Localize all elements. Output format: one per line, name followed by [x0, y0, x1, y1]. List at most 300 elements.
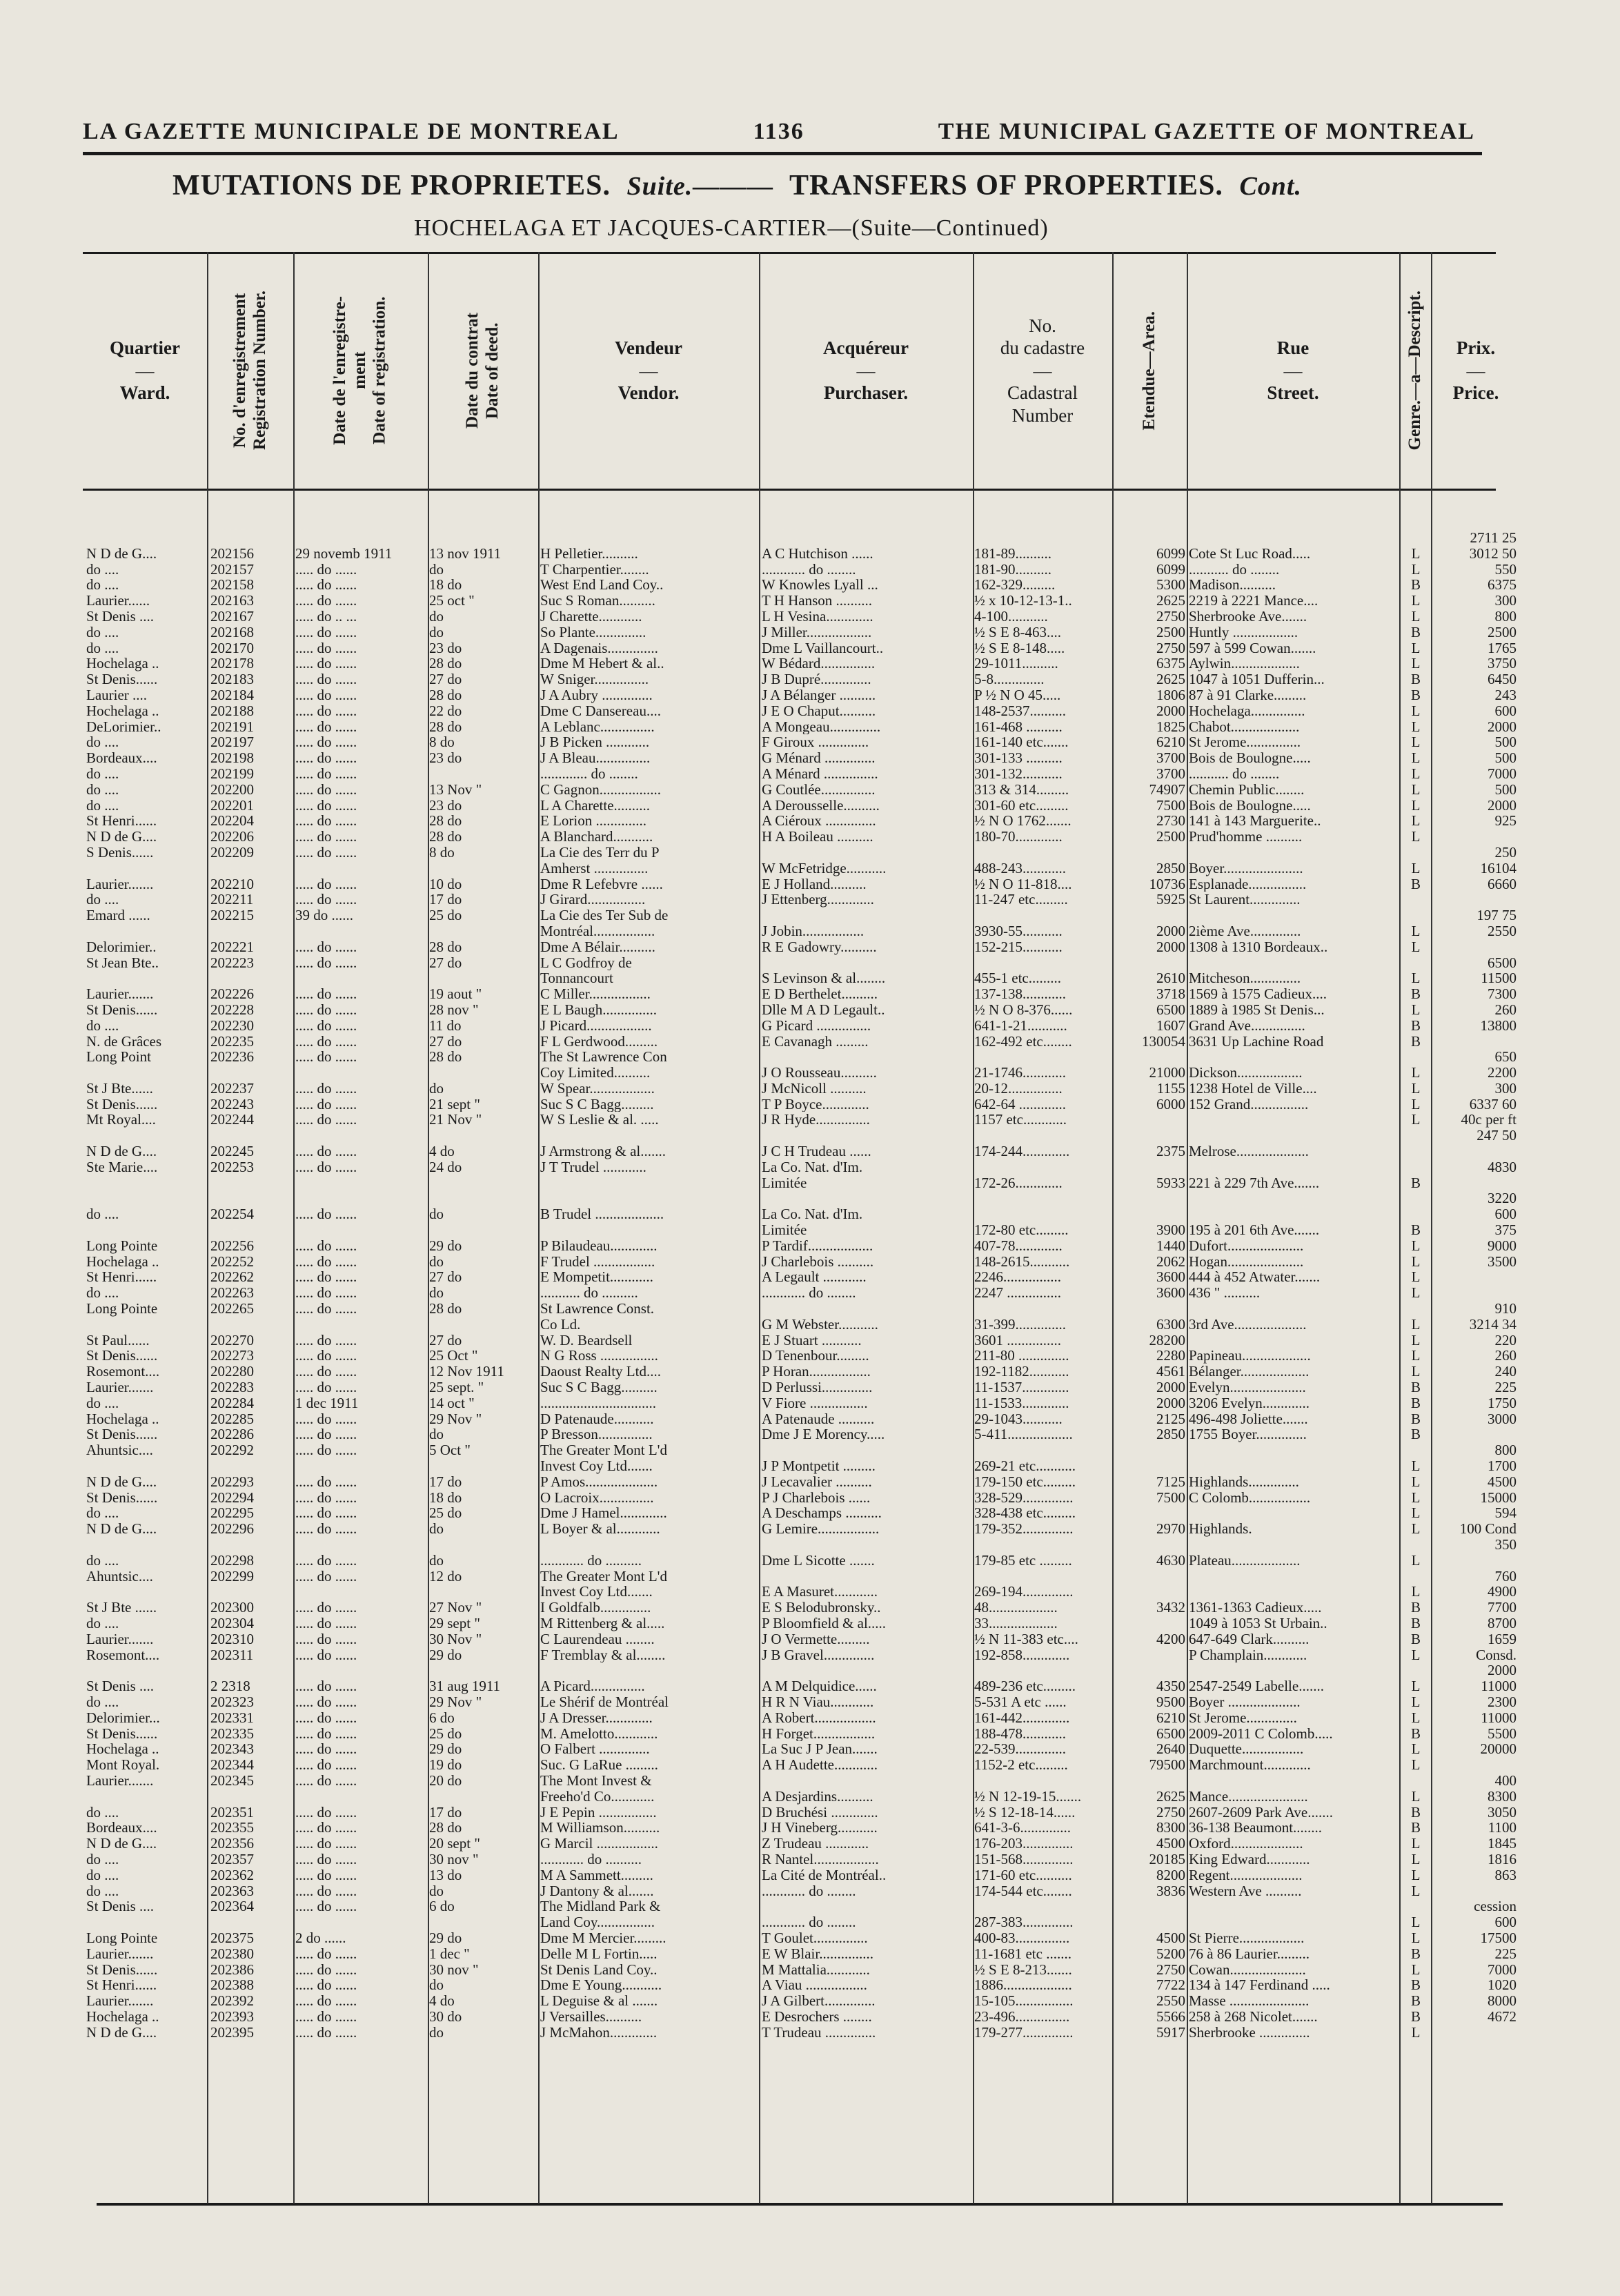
deed-date-cell: do	[429, 624, 444, 640]
registration-number-cell: 202184	[210, 687, 254, 703]
table-row	[0, 907, 1620, 923]
ward-cell: Rosemont....	[86, 1647, 160, 1663]
ward-cell: do ....	[86, 624, 119, 640]
purchaser-cell: J Miller..................	[762, 624, 872, 640]
registration-number-cell: 202211	[210, 892, 254, 908]
table-row	[0, 1569, 1620, 1584]
registration-date-cell: ..... do ......	[295, 892, 357, 908]
description-cell: L	[1411, 1678, 1421, 1694]
deed-date-cell: 10 do	[429, 876, 462, 892]
price-cell: 650	[1494, 1049, 1517, 1066]
area-cell: 130054	[1142, 1033, 1185, 1050]
registration-date-cell: ..... do ......	[295, 797, 357, 814]
street-cell: Masse ......................	[1189, 1993, 1310, 2009]
area-cell: 2125	[1156, 1411, 1185, 1427]
area-cell: 2610	[1156, 970, 1185, 987]
cadastral-number-cell: 11-247 etc.........	[974, 892, 1068, 908]
registration-date-cell: ..... do ......	[295, 1772, 357, 1789]
price-cell: 1020	[1488, 1977, 1517, 1994]
deed-date-cell: 29 do	[429, 1930, 462, 1946]
area-cell: 5917	[1156, 2024, 1185, 2041]
deed-date-cell: 28 do	[429, 1049, 462, 1066]
street-cell: Huntly ..................	[1189, 624, 1298, 640]
purchaser-cell: F Giroux ..............	[762, 734, 869, 751]
vendor-cell: Dme M Hebert & al..	[540, 656, 664, 672]
price-cell: 6500	[1488, 954, 1517, 971]
ward-cell: Hochelaga ..	[86, 1741, 159, 1758]
table-row	[0, 1065, 1620, 1081]
registration-date-cell: ..... do ......	[295, 577, 357, 593]
header-street: Rue — Street.	[1267, 337, 1319, 404]
street-cell: Evelyn.....................	[1189, 1380, 1306, 1395]
purchaser-cell: J O Vermette.........	[762, 1631, 870, 1647]
registration-number-cell: 202356	[210, 1836, 254, 1852]
registration-date-cell: ..... do ......	[295, 939, 357, 955]
vendor-cell: ............ do ..........	[540, 1851, 642, 1867]
vendor-cell: F Trudel .................	[540, 1253, 655, 1270]
street-cell: 1049 à 1053 St Urbain..	[1189, 1615, 1327, 1631]
table-row	[0, 703, 1620, 719]
area-cell: 6500	[1156, 1725, 1185, 1742]
price-cell: 225	[1494, 1380, 1517, 1395]
price-cell: 220	[1494, 1332, 1517, 1348]
registration-date-cell: ..... do ......	[295, 986, 357, 1002]
cadastral-number-cell: 1886...................	[974, 1977, 1072, 1994]
deed-date-cell: 18 do	[429, 577, 462, 593]
registration-number-cell: 202183	[210, 671, 254, 687]
registration-date-cell: ..... do ......	[295, 1600, 357, 1616]
price-cell: 300	[1494, 1080, 1517, 1097]
purchaser-cell: ............ do ........	[762, 1914, 856, 1930]
table-row	[0, 1946, 1620, 1962]
area-cell: 3600	[1156, 1269, 1185, 1286]
header-vendor: Vendeur — Vendor.	[614, 337, 683, 404]
ward-cell: do ....	[86, 892, 119, 908]
ward-cell: Mont Royal.	[86, 1757, 160, 1773]
street-cell: Boyer ....................	[1189, 1694, 1301, 1710]
registration-number-cell: 202295	[210, 1505, 254, 1522]
ward-cell: St Paul......	[86, 1332, 150, 1348]
ward-cell: N D de G....	[86, 1521, 157, 1537]
price-cell: 40c per ft	[1461, 1112, 1517, 1128]
area-cell: 7500	[1156, 797, 1185, 814]
registration-number-cell: 202300	[210, 1600, 254, 1616]
registration-date-cell: ..... do ......	[295, 1961, 357, 1978]
ward-cell: Laurier......	[86, 593, 150, 609]
area-cell: 1806	[1156, 687, 1185, 703]
registration-number-cell: 202294	[210, 1489, 254, 1506]
ward-cell: do ....	[86, 1867, 119, 1883]
purchaser-cell: Dlle M A D Legault..	[762, 1001, 885, 1018]
street-cell: 1047 à 1051 Dufferin...	[1189, 671, 1325, 687]
registration-date-cell: ..... do ......	[295, 671, 357, 687]
vendor-cell: The Greater Mont L'd	[540, 1442, 667, 1459]
purchaser-cell: A Patenaude ..........	[762, 1411, 875, 1427]
ward-cell: do ....	[86, 1206, 119, 1223]
price-cell: 600	[1494, 1206, 1517, 1223]
price-cell: 100 Cond	[1459, 1521, 1517, 1537]
area-cell: 2000	[1156, 1395, 1185, 1411]
table-row	[0, 1820, 1620, 1836]
street-cell: 1889 à 1985 St Denis...	[1189, 1001, 1325, 1018]
street-cell: 3rd Ave....................	[1189, 1316, 1307, 1333]
vendor-cell: M. Amelotto............	[540, 1725, 658, 1742]
registration-date-cell: ..... do ......	[295, 1411, 357, 1427]
registration-date-cell: ..... do ......	[295, 1380, 357, 1395]
purchaser-cell: G M Webster...........	[762, 1316, 878, 1333]
deed-date-cell: 28 do	[429, 829, 462, 845]
purchaser-cell: La Cité de Montréal..	[762, 1867, 887, 1883]
registration-number-cell: 202253	[210, 1159, 254, 1175]
area-cell: 2750	[1156, 608, 1185, 625]
deed-date-cell: 28 do	[429, 718, 462, 735]
header-description: Genre.—a—Descript.	[1405, 291, 1424, 451]
header-deed-date: Date du contrat Date of deed.	[463, 312, 502, 429]
registration-number-cell: 202170	[210, 640, 254, 656]
ward-cell: do ....	[86, 1505, 119, 1522]
registration-number-cell: 202363	[210, 1883, 254, 1899]
cadastral-number-cell: ½ N O 8-376......	[974, 1001, 1073, 1018]
area-cell: 7722	[1156, 1977, 1185, 1994]
title-cont: Cont.	[1239, 172, 1302, 201]
deed-date-cell: do	[429, 2024, 444, 2041]
street-cell: Mitcheson..............	[1189, 970, 1301, 987]
vendor-cell: Delle M L Fortin.....	[540, 1945, 658, 1962]
vendor-cell: C Gagnon.................	[540, 781, 661, 798]
description-cell: L	[1411, 1080, 1421, 1097]
price-cell: Consd.	[1476, 1647, 1517, 1663]
registration-date-cell: ..... do ......	[295, 561, 357, 578]
registration-date-cell: ..... do ......	[295, 1159, 357, 1175]
table-row	[0, 1836, 1620, 1852]
vendor-cell: A Leblanc...............	[540, 718, 655, 735]
street-cell: Esplanade................	[1189, 876, 1307, 892]
price-cell: 2711 25	[1470, 530, 1517, 546]
deed-date-cell: 18 do	[429, 1489, 462, 1506]
registration-number-cell: 202178	[210, 656, 254, 672]
vendor-cell: ............ do ..........	[540, 1552, 642, 1569]
registration-date-cell: ..... do ......	[295, 593, 357, 609]
ward-cell: S Denis......	[86, 844, 154, 861]
registration-date-cell: 39 do ......	[295, 907, 353, 923]
price-cell: 240	[1494, 1364, 1517, 1380]
price-cell: 3220	[1488, 1190, 1517, 1207]
registration-number-cell: 202236	[210, 1049, 254, 1066]
table-row	[0, 1678, 1620, 1694]
ward-cell: St J Bte ......	[86, 1600, 157, 1616]
ward-cell: do ....	[86, 1017, 119, 1034]
registration-number-cell: 202285	[210, 1411, 254, 1427]
table-row	[0, 1805, 1620, 1821]
table-row	[0, 1930, 1620, 1946]
deed-date-cell: 23 do	[429, 750, 462, 766]
description-cell: L	[1411, 1489, 1421, 1506]
registration-number-cell: 202284	[210, 1395, 254, 1411]
deed-date-cell: 27 do	[429, 671, 462, 687]
street-cell: 2219 à 2221 Mance....	[1189, 593, 1318, 609]
area-cell: 21000	[1149, 1065, 1185, 1081]
area-cell: 3900	[1156, 1222, 1185, 1238]
header-cadastral: No. du cadastre — Cadastral Number	[1000, 315, 1085, 426]
registration-date-cell: ..... do ......	[295, 1301, 357, 1317]
street-cell: Dickson..................	[1189, 1065, 1303, 1081]
area-cell: 6500	[1156, 1001, 1185, 1018]
price-cell: 500	[1494, 781, 1517, 798]
description-cell: B	[1410, 1175, 1421, 1191]
deed-date-cell: 25 oct "	[429, 593, 475, 609]
area-cell: 5933	[1156, 1175, 1185, 1191]
table-row	[0, 1898, 1620, 1914]
purchaser-cell: Dme L Vaillancourt..	[762, 640, 884, 656]
registration-number-cell: 202298	[210, 1552, 254, 1569]
table-top-rule	[83, 252, 1496, 254]
purchaser-cell: J E O Chaput..........	[762, 703, 876, 719]
registration-number-cell: 202200	[210, 781, 254, 798]
registration-date-cell: ..... do ......	[295, 1017, 357, 1034]
ward-cell: St Denis ....	[86, 1678, 155, 1694]
purchaser-cell: P Bloomfield & al.....	[762, 1615, 887, 1631]
purchaser-cell: W Knowles Lyall ...	[762, 577, 878, 593]
vendor-cell: J A Bleau...............	[540, 750, 651, 766]
table-row	[0, 1442, 1620, 1458]
table-row	[0, 1380, 1620, 1395]
registration-date-cell: ..... do ......	[295, 844, 357, 861]
purchaser-cell: Dme J E Morency.....	[762, 1426, 885, 1443]
registration-date-cell: ..... do ......	[295, 1883, 357, 1899]
vendor-cell: J A Dresser.............	[540, 1709, 653, 1726]
table-row	[0, 1112, 1620, 1128]
street-cell: 134 à 147 Ferdinand .....	[1189, 1977, 1330, 1994]
deed-date-cell: 23 do	[429, 797, 462, 814]
registration-number-cell: 202364	[210, 1898, 254, 1915]
cadastral-number-cell: 181-90..........	[974, 561, 1051, 578]
registration-date-cell: ..... do ......	[295, 781, 357, 798]
vendor-cell: Dme A Bélair..........	[540, 939, 655, 955]
registration-number-cell: 202158	[210, 577, 254, 593]
vendor-cell: St Lawrence Const.	[540, 1301, 655, 1317]
purchaser-cell: ............ do ........	[762, 561, 856, 578]
area-cell: 6300	[1156, 1316, 1185, 1333]
deed-date-cell: 11 do	[429, 1017, 462, 1034]
table-row	[0, 1190, 1620, 1206]
cadastral-number-cell: 269-194..............	[974, 1584, 1074, 1600]
deed-date-cell: 31 aug 1911	[429, 1678, 501, 1694]
description-cell: L	[1411, 1851, 1421, 1867]
ward-cell: St Denis......	[86, 1001, 158, 1018]
purchaser-cell: J R Hyde...............	[762, 1112, 870, 1128]
description-cell: L	[1411, 765, 1421, 782]
table-row	[0, 923, 1620, 939]
registration-number-cell: 202163	[210, 593, 254, 609]
deed-date-cell: 13 Nov "	[429, 781, 482, 798]
description-cell: L	[1411, 1332, 1421, 1348]
description-cell: L	[1411, 1914, 1421, 1930]
registration-number-cell: 202230	[210, 1017, 254, 1034]
vendor-cell: T Charpentier........	[540, 561, 649, 578]
cadastral-number-cell: 192-1182...........	[974, 1364, 1069, 1380]
ward-cell: Ahuntsic....	[86, 1568, 153, 1584]
purchaser-cell: A Mongeau..............	[762, 718, 881, 735]
header-ward: Quartier — Ward.	[110, 337, 180, 404]
description-cell: B	[1410, 1631, 1421, 1647]
cadastral-number-cell: 188-478............	[974, 1725, 1066, 1742]
registration-number-cell: 2 2318	[210, 1678, 250, 1694]
ward-cell: do ....	[86, 640, 119, 656]
area-cell: 3600	[1156, 1285, 1185, 1302]
description-cell: L	[1411, 1237, 1421, 1254]
street-cell: 1238 Hotel de Ville....	[1189, 1080, 1317, 1097]
street-cell: 36-138 Beaumont........	[1189, 1820, 1323, 1836]
description-cell: B	[1410, 624, 1421, 640]
description-cell: L	[1411, 1458, 1421, 1474]
deed-date-cell: 29 do	[429, 1647, 462, 1663]
ward-cell: St Denis......	[86, 1725, 158, 1742]
purchaser-cell: A M Delquidice......	[762, 1678, 877, 1694]
description-cell: L	[1411, 1065, 1421, 1081]
registration-date-cell: ..... do ......	[295, 1364, 357, 1380]
registration-number-cell: 202156	[210, 545, 254, 562]
registration-number-cell: 202362	[210, 1867, 254, 1883]
description-cell: L	[1411, 750, 1421, 766]
table-row	[0, 1662, 1620, 1678]
area-cell: 6375	[1156, 656, 1185, 672]
registration-date-cell: 1 dec 1911	[295, 1395, 359, 1411]
table-row	[0, 1914, 1620, 1930]
cadastral-number-cell: 11-1681 etc .......	[974, 1945, 1071, 1962]
registration-number-cell: 202244	[210, 1112, 254, 1128]
purchaser-cell: G Picard ...............	[762, 1017, 871, 1034]
purchaser-cell: E J Holland..........	[762, 876, 867, 892]
cadastral-number-cell: 20-12...............	[974, 1080, 1063, 1097]
price-cell: 260	[1494, 1348, 1517, 1364]
table-row	[0, 1773, 1620, 1789]
table-row	[0, 530, 1620, 546]
price-cell: 2000	[1488, 1662, 1517, 1679]
registration-number-cell: 202226	[210, 986, 254, 1002]
description-cell: B	[1410, 1411, 1421, 1427]
street-cell: 3206 Evelyn.............	[1189, 1395, 1310, 1411]
cadastral-number-cell: 171-60 etc..........	[974, 1867, 1072, 1883]
table-row	[0, 577, 1620, 593]
area-cell: 7125	[1156, 1473, 1185, 1490]
description-cell: B	[1410, 687, 1421, 703]
deed-date-cell: 17 do	[429, 892, 462, 908]
price-cell: 11500	[1481, 970, 1517, 987]
cadastral-number-cell: 174-544 etc........	[974, 1883, 1072, 1899]
street-cell: Hochelaga...............	[1189, 703, 1305, 719]
street-cell: Highlands.	[1189, 1521, 1252, 1537]
street-cell: Western Ave ..........	[1189, 1883, 1302, 1899]
registration-date-cell: 29 novemb 1911	[295, 545, 393, 562]
registration-date-cell: ..... do ......	[295, 1237, 357, 1254]
area-cell: 3432	[1156, 1600, 1185, 1616]
street-cell: Dufort.....................	[1189, 1237, 1304, 1254]
area-cell: 2625	[1156, 671, 1185, 687]
price-cell: 800	[1494, 608, 1517, 625]
price-cell: 1845	[1488, 1836, 1517, 1852]
registration-number-cell: 202393	[210, 2008, 254, 2025]
cadastral-number-cell: ½ S E 8-213.......	[974, 1961, 1072, 1978]
description-cell: L	[1411, 640, 1421, 656]
registration-date-cell: ..... do ......	[295, 1521, 357, 1537]
price-cell: 910	[1494, 1301, 1517, 1317]
ward-cell: St Denis......	[86, 1426, 158, 1443]
registration-number-cell: 202197	[210, 734, 254, 751]
ward-cell: do ....	[86, 1285, 119, 1302]
registration-number-cell: 202395	[210, 2024, 254, 2041]
vendor-cell: O Falbert ..............	[540, 1741, 650, 1758]
street-cell: Papineau...................	[1189, 1348, 1311, 1364]
registration-number-cell: 202351	[210, 1804, 254, 1821]
description-cell: B	[1410, 1615, 1421, 1631]
purchaser-cell: A Derousselle..........	[762, 797, 880, 814]
ward-cell: Long Pointe	[86, 1237, 158, 1254]
table-row	[0, 1144, 1620, 1159]
cadastral-number-cell: 179-352..............	[974, 1521, 1074, 1537]
description-cell: B	[1410, 671, 1421, 687]
ward-cell: Hochelaga ..	[86, 2008, 159, 2025]
area-cell: 20185	[1149, 1851, 1185, 1867]
cadastral-number-cell: 48...................	[974, 1600, 1058, 1616]
registration-date-cell: ..... do ......	[295, 813, 357, 830]
cadastral-number-cell: 301-133 ..........	[974, 750, 1063, 766]
ward-cell: St J Bte......	[86, 1080, 153, 1097]
registration-number-cell: 202296	[210, 1521, 254, 1537]
street-cell: 647-649 Clark..........	[1189, 1631, 1310, 1647]
table-row	[0, 1505, 1620, 1521]
area-cell: 3718	[1156, 986, 1185, 1002]
registration-date-cell: ..... do ......	[295, 1757, 357, 1773]
price-cell: 3500	[1488, 1253, 1517, 1270]
price-cell: 11000	[1481, 1678, 1517, 1694]
price-cell: 6375	[1488, 577, 1517, 593]
ward-cell: Laurier.......	[86, 1772, 154, 1789]
price-cell: 2500	[1488, 624, 1517, 640]
vendor-cell: Le Shérif de Montréal	[540, 1694, 669, 1710]
table-row	[0, 1426, 1620, 1442]
ward-cell: Ahuntsic....	[86, 1442, 153, 1459]
ward-cell: do ....	[86, 797, 119, 814]
area-cell: 2000	[1156, 1380, 1185, 1395]
description-cell: L	[1411, 1505, 1421, 1522]
title-en: TRANSFERS OF PROPERTIES.	[789, 170, 1223, 202]
description-cell: L	[1411, 1473, 1421, 1490]
purchaser-cell: D Bruchési .............	[762, 1804, 878, 1821]
street-cell: 3631 Up Lachine Road	[1189, 1033, 1324, 1050]
purchaser-cell: R Nantel..................	[762, 1851, 879, 1867]
table-row	[0, 640, 1620, 656]
street-cell: Sherbrooke Ave.......	[1189, 608, 1307, 625]
cadastral-number-cell: 269-21 etc...........	[974, 1458, 1076, 1474]
area-cell: 4500	[1156, 1930, 1185, 1946]
table-row	[0, 813, 1620, 829]
description-cell: L	[1411, 718, 1421, 735]
cadastral-number-cell: 179-85 etc .........	[974, 1552, 1072, 1569]
registration-date-cell: ..... do ......	[295, 1253, 357, 1270]
price-cell: 600	[1494, 1914, 1517, 1930]
purchaser-cell: Z Trudeau ............	[762, 1836, 869, 1852]
street-cell: Bois de Boulogne.....	[1189, 750, 1311, 766]
description-cell: L	[1411, 860, 1421, 876]
ward-cell: St Denis......	[86, 1348, 158, 1364]
deed-date-cell: do	[429, 1206, 444, 1223]
vendor-cell: Coy Limited..........	[540, 1065, 651, 1081]
table-row	[0, 1962, 1620, 1978]
deed-date-cell: 13 nov 1911	[429, 545, 502, 562]
vendor-cell: L Deguise & al .......	[540, 1993, 658, 2009]
description-cell: L	[1411, 1961, 1421, 1978]
table-row	[0, 1710, 1620, 1726]
